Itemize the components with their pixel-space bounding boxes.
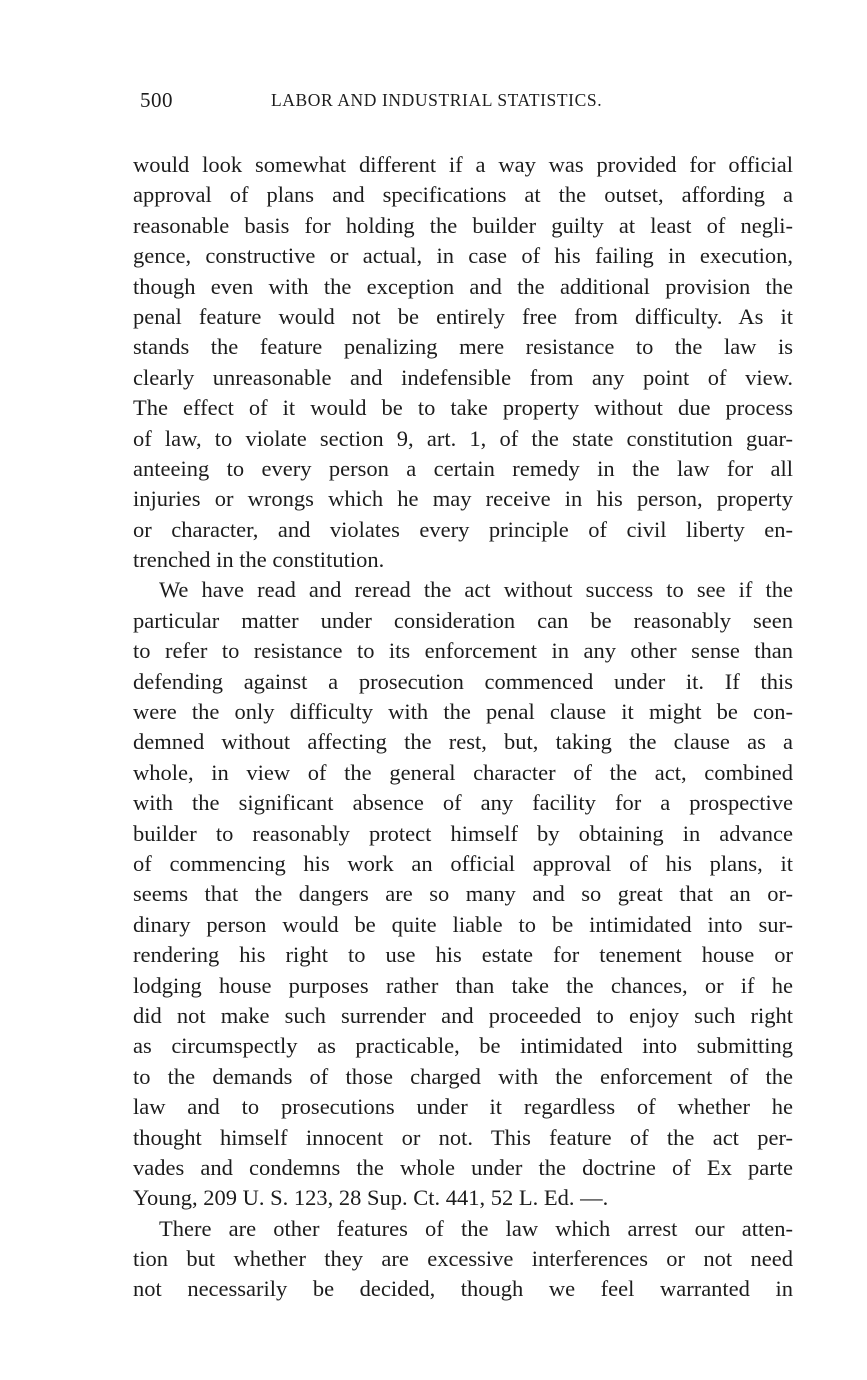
text-line: were the only difficulty with the penal clause it might be con- bbox=[133, 699, 793, 725]
paragraph-3 bbox=[133, 1214, 793, 1305]
text-line: gence, constructive or actual, in case of his failing in execution, bbox=[133, 243, 793, 269]
text-line: though even with the exception and the additional provision the bbox=[133, 273, 793, 299]
text-line: vades and condemns the whole under the doctrine of Ex parte bbox=[133, 1154, 793, 1180]
running-title: LABOR AND INDUSTRIAL STATISTICS. bbox=[271, 90, 603, 110]
text-line: of law, to violate section 9, art. 1, of the state constitution guar- bbox=[133, 425, 793, 451]
text-line: There are other features of the law which arrest our atten- bbox=[159, 1215, 793, 1241]
paragraph-2 bbox=[133, 575, 793, 1213]
text-line: reasonable basis for holding the builder guilty at least of negli- bbox=[133, 212, 793, 238]
paragraph-1 bbox=[133, 150, 793, 575]
text-line: dinary person would be quite liable to be intimidated into sur- bbox=[133, 911, 793, 937]
text-line: Young, 209 U. S. 123, 28 Sup. Ct. 441, 52 L. Ed. —. bbox=[133, 1185, 609, 1211]
text-line: tion but whether they are excessive interferences or not need bbox=[133, 1246, 793, 1272]
page-header bbox=[140, 88, 670, 120]
text-line: as circumspectly as practicable, be intimidated into submitting bbox=[133, 1033, 793, 1059]
text-line: particular matter under consideration can be reasonably seen bbox=[133, 607, 793, 633]
text-line: or character, and violates every principle of civil liberty en- bbox=[133, 516, 793, 542]
text-line: builder to reasonably protect himself by obtaining in advance bbox=[133, 820, 793, 846]
text-line: penal feature would not be entirely free from difficulty. As it bbox=[133, 303, 793, 329]
text-line: of commencing his work an official approval of his plans, it bbox=[133, 850, 793, 876]
text-line: to the demands of those charged with the enforcement of the bbox=[133, 1063, 793, 1089]
text-line: clearly unreasonable and indefensible from any point of view. bbox=[133, 364, 793, 390]
text-line: injuries or wrongs which he may receive in his person, property bbox=[133, 486, 793, 512]
text-line: did not make such surrender and proceeded to enjoy such right bbox=[133, 1002, 793, 1028]
text-line: seems that the dangers are so many and so great that an or- bbox=[133, 881, 793, 907]
text-line: would look somewhat different if a way was provided for official bbox=[133, 152, 793, 177]
text-line: stands the feature penalizing mere resistance to the law is bbox=[133, 334, 793, 360]
text-line: thought himself innocent or not. This feature of the act per- bbox=[133, 1124, 793, 1150]
text-line: The effect of it would be to take property without due process bbox=[133, 395, 793, 421]
text-line: anteeing to every person a certain remedy in the law for all bbox=[133, 455, 793, 481]
page-number: 500 bbox=[140, 88, 173, 112]
text-line: law and to prosecutions under it regardless of whether he bbox=[133, 1094, 793, 1120]
text-line: to refer to resistance to its enforcement in any other sense than bbox=[133, 638, 793, 664]
text-line: not necessarily be decided, though we feel warranted in bbox=[133, 1276, 793, 1302]
text-line: defending against a prosecution commenced under it. If this bbox=[133, 668, 793, 694]
text-line: We have read and reread the act without success to see if the bbox=[159, 577, 793, 603]
text-line: trenched in the constitution. bbox=[133, 547, 385, 573]
text-line: demned without affecting the rest, but, taking the clause as a bbox=[133, 729, 793, 755]
body-text bbox=[133, 150, 793, 1305]
text-line: with the significant absence of any facility for a prospective bbox=[133, 790, 793, 816]
text-line: rendering his right to use his estate for tenement house or bbox=[133, 942, 793, 968]
text-line: lodging house purposes rather than take the chances, or if he bbox=[133, 972, 793, 998]
text-line: whole, in view of the general character of the act, combined bbox=[133, 759, 793, 785]
text-line: approval of plans and specifications at the outset, affording a bbox=[133, 182, 793, 208]
